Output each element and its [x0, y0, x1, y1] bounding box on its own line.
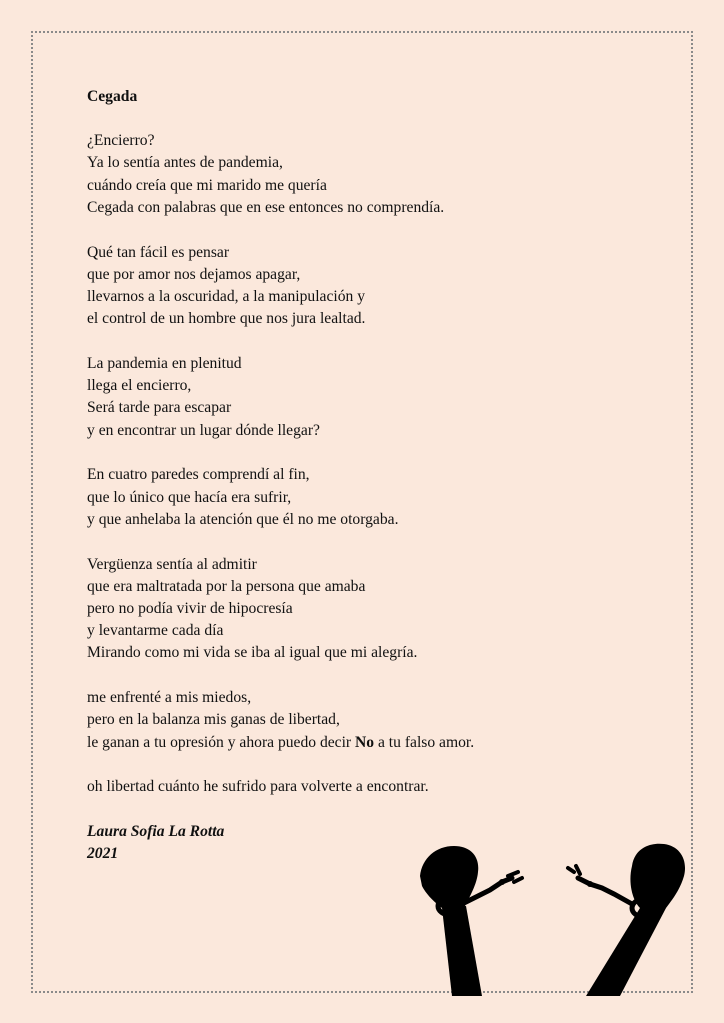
stanza-6: [87, 687, 647, 754]
poem-line: Será tarde para escapar: [87, 399, 232, 417]
poem-line: cuándo creía que mi marido me quería: [87, 176, 327, 194]
poem-line: el control de un hombre que nos jura lealtad.: [87, 310, 366, 328]
poem-line: me enfrenté a mis miedos,: [87, 689, 252, 707]
poem-line: ¿Encierro?: [87, 132, 155, 150]
poem-line: Cegada con palabras que en ese entonces no comprendía.: [87, 198, 445, 216]
poem-line: y en encontrar un lugar dónde llegar?: [87, 421, 320, 439]
poem-line: Ya lo sentía antes de pandemia,: [87, 154, 283, 172]
stanza-closing: [87, 776, 647, 798]
poem-line: La pandemia en plenitud: [87, 355, 242, 373]
poem-line: pero en la balanza mis ganas de libertad,: [87, 711, 340, 729]
poem-line: que era maltratada por la persona que amaba: [87, 577, 366, 595]
right-arm-icon: [586, 908, 666, 996]
poem-line: pero no podía vivir de hipocresía: [87, 600, 293, 618]
poem-line-part: le ganan a tu opresión y ahora puedo decir: [87, 733, 356, 751]
stanza-2: [87, 242, 647, 331]
poem-line: En cuatro paredes comprendí al fin,: [87, 466, 310, 484]
poem-line: y levantarme cada día: [87, 622, 224, 640]
poem-line: que por amor nos dejamos apagar,: [87, 265, 301, 283]
emphasis-no: No: [355, 733, 375, 751]
poem-line: [87, 732, 647, 754]
broken-handcuffs-raised-fists-icon: [418, 838, 688, 996]
poem-title: Cegada: [87, 88, 138, 105]
stanza-5: [87, 554, 647, 665]
poem-line: Vergüenza sentía al admitir: [87, 555, 257, 573]
stanza-4: [87, 464, 647, 531]
year: 2021: [87, 845, 119, 863]
stanza-3: [87, 353, 647, 442]
poem-line: oh libertad cuánto he sufrido para volverte a encontrar.: [87, 778, 429, 796]
poem-line: llevarnos a la oscuridad, a la manipulación y: [87, 288, 365, 306]
stanza-1: [87, 130, 647, 219]
stanza-container: [87, 130, 647, 664]
poem-line: que lo único que hacía era sufrir,: [87, 488, 292, 506]
author-name: Laura Sofia La Rotta: [87, 823, 225, 841]
poem-line: Mirando como mi vida se iba al igual que mi alegría.: [87, 644, 418, 662]
poem-line-part: a tu falso amor.: [374, 733, 475, 751]
poem-line: y que anhelaba la atención que él no me otorgaba.: [87, 510, 399, 528]
poem-line: llega el encierro,: [87, 377, 192, 395]
poem-line: Qué tan fácil es pensar: [87, 243, 230, 261]
left-arm-icon: [442, 906, 482, 996]
poem-body: [87, 86, 647, 866]
